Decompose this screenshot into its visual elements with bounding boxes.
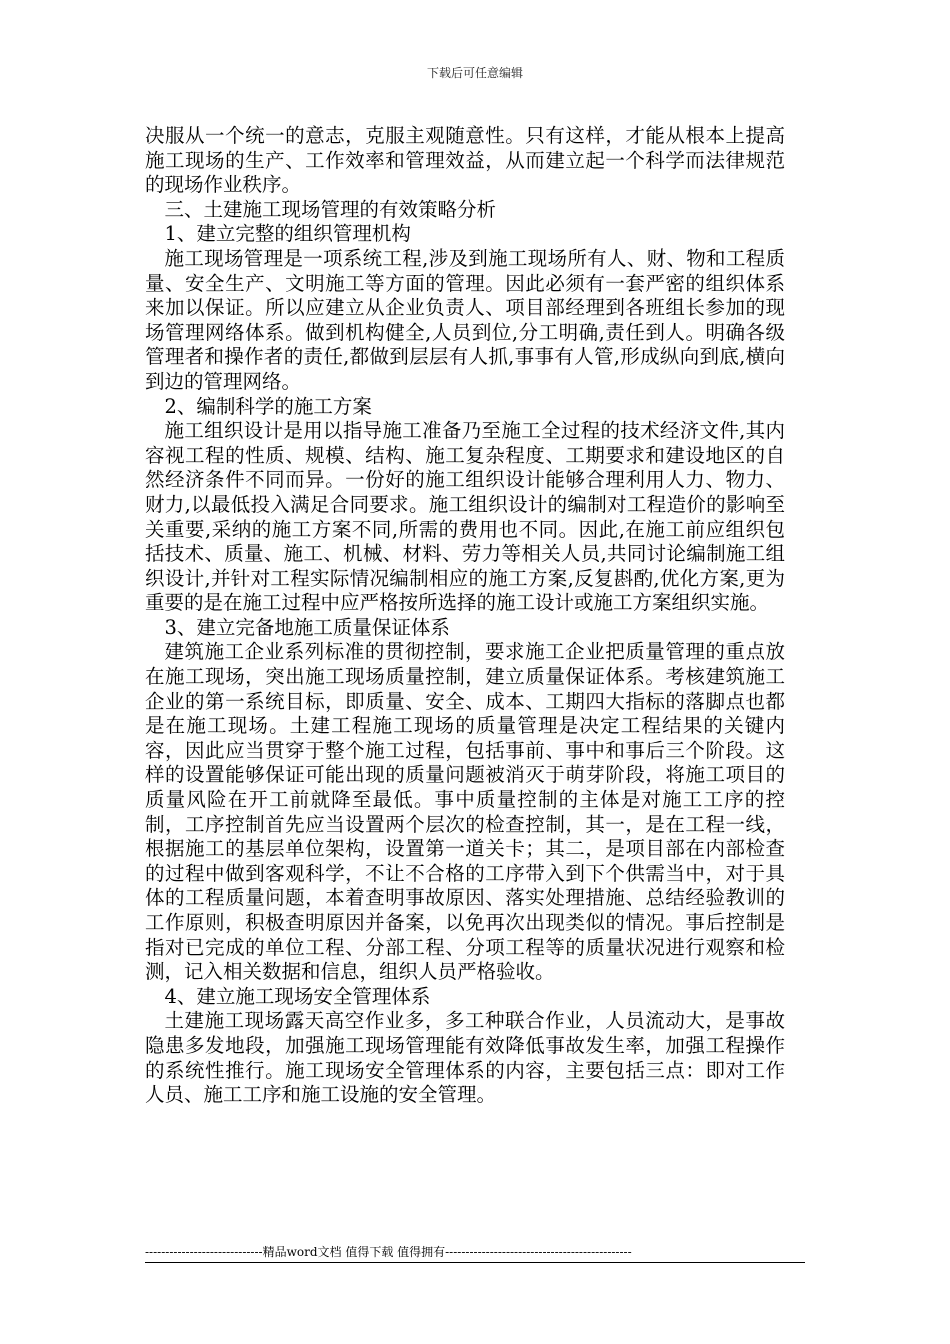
- document-body: [145, 124, 785, 1108]
- footer-divider: [145, 1262, 805, 1263]
- page-header: 下载后可任意编辑: [426, 66, 523, 80]
- section-heading-strategies: 三、土建施工现场管理的有效策略分析: [164, 197, 497, 221]
- paragraph-construction-plan: 施工组织设计是用以指导施工准备乃至施工全过程的技术经济文件,其内容视工程的性质、规模、结构、施工复杂程度、工期要求和建设地区的自然经济条件不同而异。一份好的施工组织设计能够合理利用人力、物力、财力,以最低投入满足合同要求。施工组织设计的编制对工程造价的影响至关重要,采纳的施工方案不同,所需的费用也不同。因此,在施工前应组织包括技术、质量、施工、机械、材料、劳力等相关人员,共同讨论编制施工组织设计,并针对工程实际情况编制相应的施工方案,反复斟酌,优化方案,更为重要的是在施工过程中应严格按所选择的施工设计或施工方案组织实施。: [145, 419, 785, 615]
- paragraph-continuation: 决服从一个统一的意志，克服主观随意性。只有这样，才能从根本上提高施工现场的生产、工作效率和管理效益，从而建立起一个科学而法律规范的现场作业秩序。: [145, 124, 785, 197]
- subheading-organization: 1、建立完整的组织管理机构: [164, 222, 411, 246]
- subheading-quality-system: 3、建立完备地施工质量保证体系: [164, 615, 450, 639]
- subheading-safety-system: 4、建立施工现场安全管理体系: [164, 984, 431, 1008]
- paragraph-quality-system: 建筑施工企业系列标准的贯彻控制，要求施工企业把质量管理的重点放在施工现场，突出施工现场质量控制，建立质量保证体系。考核建筑施工企业的第一系统目标，即质量、安全、成本、工期四大指标的落脚点也都是在施工现场。土建工程施工现场的质量管理是决定工程结果的关键内容，因此应当贯穿于整个施工过程，包括事前、事中和事后三个阶段。这样的设置能够保证可能出现的质量问题被消灭于萌芽阶段，将施工项目的质量风险在开工前就降至最低。事中质量控制的主体是对施工工序的控制，工序控制首先应当设置两个层次的检查控制，其一，是在工程一线，根据施工的基层单位架构，设置第一道关卡；其二，是项目部在内部检查的过程中做到客观科学，不让不合格的工序带入到下个供需当中，对于具体的工程质量问题，本着查明事故原因、落实处理措施、总结经验教训的工作原则，积极查明原因并备案，以免再次出现类似的情况。事后控制是指对已完成的单位工程、分部工程、分项工程等的质量状况进行观察和检测，记入相关数据和信息，组织人员严格验收。: [145, 640, 785, 984]
- subheading-construction-plan: 2、编制科学的施工方案: [164, 394, 372, 418]
- page-footer: -----------------------------精品word文档 值得下载 值得拥有----------------------------------------------: [145, 1245, 632, 1259]
- paragraph-organization: 施工现场管理是一项系统工程,涉及到施工现场所有人、财、物和工程质量、安全生产、文明施工等方面的管理。因此必须有一套严密的组织体系来加以保证。所以应建立从企业负责人、项目部经理到各班组长参加的现场管理网络体系。做到机构健全,人员到位,分工明确,责任到人。明确各级管理者和操作者的责任,都做到层层有人抓,事事有人管,形成纵向到底,横向到边的管理网络。: [145, 246, 785, 393]
- paragraph-safety-system: 土建施工现场露天高空作业多，多工种联合作业，人员流动大，是事故隐患多发地段，加强施工现场管理能有效降低事故发生率，加强工程操作的系统性推行。施工现场安全管理体系的内容，主要包括三点：即对工作人员、施工工序和施工设施的安全管理。: [145, 1009, 785, 1107]
